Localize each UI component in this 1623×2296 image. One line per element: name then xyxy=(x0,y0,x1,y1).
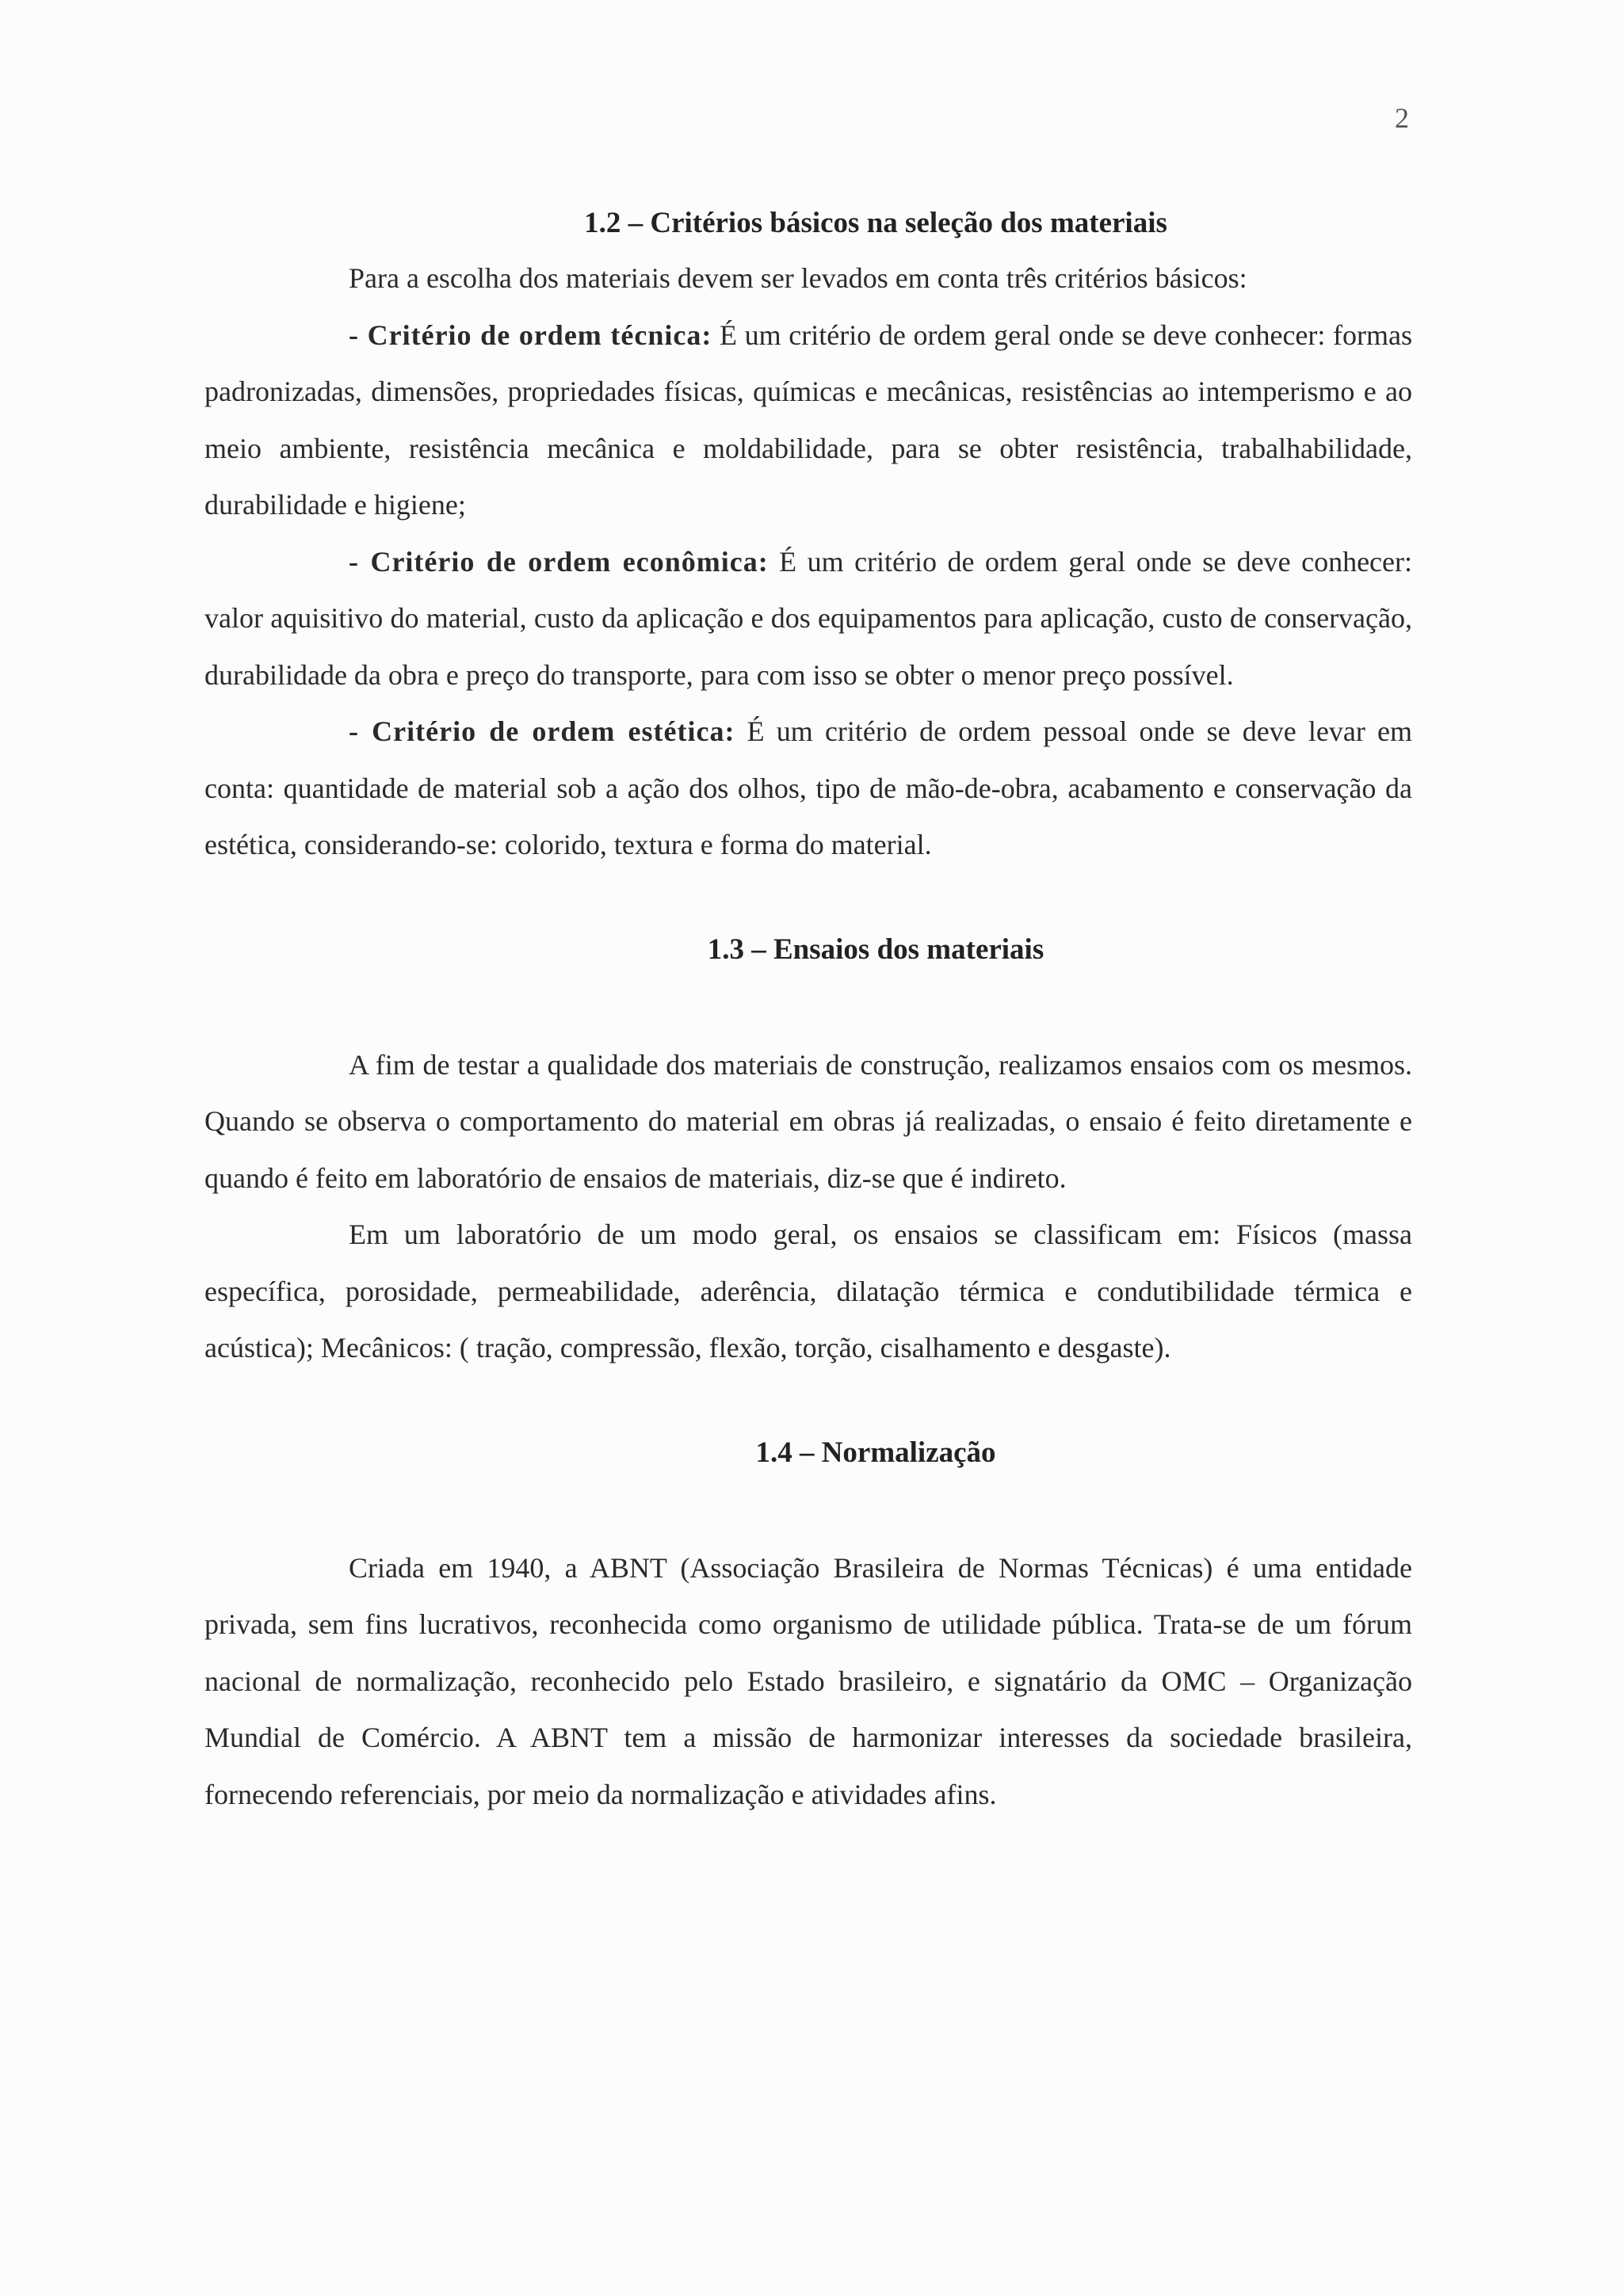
page-number: 2 xyxy=(1395,102,1409,134)
criterion-technical-paragraph xyxy=(204,307,1412,534)
spacer xyxy=(204,1480,1412,1540)
criterion-aesthetic-paragraph xyxy=(204,704,1412,874)
page-content xyxy=(204,196,1412,1823)
spacer xyxy=(204,977,1412,1037)
criterion-technical-label: - Critério de ordem técnica: xyxy=(349,318,712,351)
spacer xyxy=(204,874,1412,923)
section-1-3-heading: 1.3 – Ensaios dos materiais xyxy=(707,933,1044,966)
spacer xyxy=(204,1377,1412,1426)
section-1-2-intro: Para a escolha dos materiais devem ser levados em conta três critérios básicos: xyxy=(349,262,1247,294)
section-1-3-paragraph-1: A fim de testar a qualidade dos materiais de construção, realizamos ensaios com os mesmos. Quando se observa o comportamento do material em obras já realizadas, o ensaio é feito diretamente e quando é feito em laboratório de ensaios de materiais, diz-se que é indireto. xyxy=(204,1048,1412,1194)
section-1-4-paragraph-1: Criada em 1940, a ABNT (Associação Brasileira de Normas Técnicas) é uma entidade privada, sem fins lucrativos, reconhecida como organismo de utilidade pública. Trata-se de um fórum nacional de normalização, reconhecido pelo Estado brasileiro, e signatário da OMC – Organização Mundial de Comércio. A ABNT tem a missão de harmonizar interesses da sociedade brasileira, fornecendo referenciais, por meio da normalização e atividades afins. xyxy=(204,1551,1412,1810)
criterion-economic-label: - Critério de ordem econômica: xyxy=(349,545,769,578)
criterion-aesthetic-text: É um critério de ordem pessoal onde se deve levar em conta: quantidade de material sob a ação dos olhos, tipo de mão-de-obra, acabamento e conservação da estética, considerando-se: colorido, textura e forma do material. xyxy=(204,715,1412,860)
section-1-2-heading: 1.2 – Critérios básicos na seleção dos materiais xyxy=(584,207,1167,239)
criterion-technical-text: É um critério de ordem geral onde se deve conhecer: formas padronizadas, dimensões, propriedades físicas, químicas e mecânicas, resistências ao intemperismo e ao meio ambiente, resistência mecânica e moldabilidade, para se obter resistência, trabalhabilidade, durabilidade e higiene; xyxy=(204,318,1412,521)
section-1-3-paragraph-2: Em um laboratório de um modo geral, os ensaios se classificam em: Físicos (massa específica, porosidade, permeabilidade, aderência, dilatação térmica e condutibilidade térmica e acústica); Mecânicos: ( tração, compressão, flexão, torção, cisalhamento e desgaste). xyxy=(204,1219,1412,1363)
section-1-4-heading: 1.4 – Normalização xyxy=(755,1436,996,1469)
criterion-economic-paragraph xyxy=(204,534,1412,704)
criterion-economic-text: É um critério de ordem geral onde se deve conhecer: valor aquisitivo do material, custo da aplicação e dos equipamentos para aplicação, custo de conservação, durabilidade da obra e preço do transporte, para com isso se obter o menor preço possível. xyxy=(204,545,1412,691)
criterion-aesthetic-label: - Critério de ordem estética: xyxy=(349,715,735,747)
